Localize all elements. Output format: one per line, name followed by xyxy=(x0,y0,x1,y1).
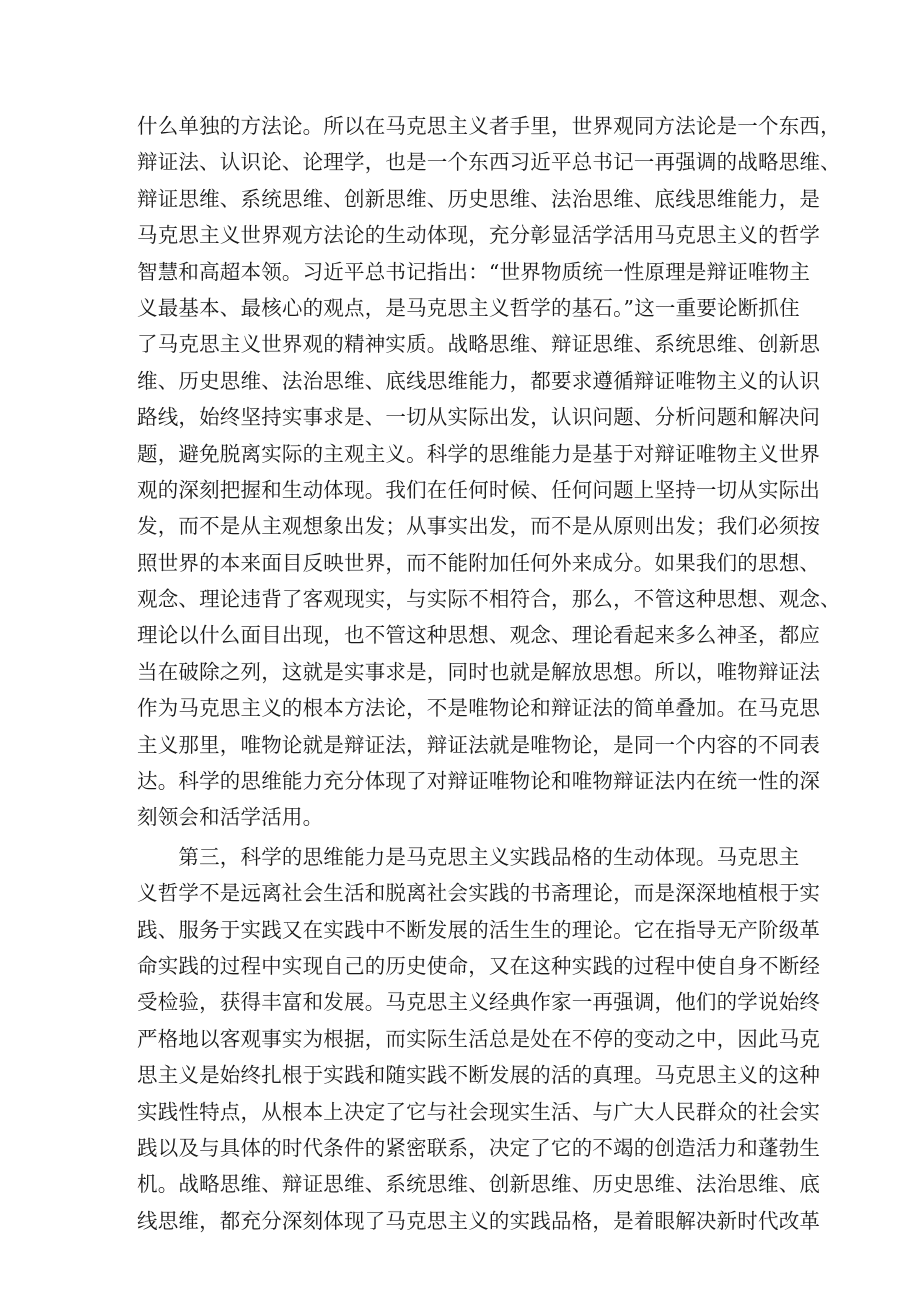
text-line: 命实践的过程中实现自己的历史使命，又在这种实践的过程中使自身不断经 xyxy=(137,953,821,978)
text-line: 第三，科学的思维能力是马克思主义实践品格的生动体现。马克思主 xyxy=(137,844,800,869)
text-line: 什么单独的方法论。所以在马克思主义者手里，世界观同方法论是一个东西， xyxy=(137,114,841,138)
text-line: 题，避免脱离实际的主观主义。科学的思维能力是基于对辩证唯物主义世界 xyxy=(137,441,821,466)
text-line: 达。科学的思维能力充分体现了对辩证唯物论和唯物辩证法内在统一性的深 xyxy=(137,769,821,794)
text-line: 主义那里，唯物论就是辩证法，辩证法就是唯物论，是同一个内容的不同表 xyxy=(137,732,821,757)
text-line: 路线，始终坚持实事求是、一切从实际出发，认识问题、分析问题和解决问 xyxy=(137,405,821,430)
paragraph-2 xyxy=(137,839,821,1239)
text-line: 辩证法、认识论、论理学，也是一个东西习近平总书记一再强调的战略思维、 xyxy=(137,150,841,175)
text-line: 维、历史思维、法治思维、底线思维能力，都要求遵循辩证唯物主义的认识 xyxy=(137,368,821,393)
text-line: 义哲学不是远离社会生活和脱离社会实践的书斋理论，而是深深地植根于实 xyxy=(137,881,821,906)
text-line: 受检验，获得丰富和发展。马克思主义经典作家一再强调，他们的学说始终 xyxy=(137,990,821,1015)
text-line: 照世界的本来面目反映世界，而不能附加任何外来成分。如果我们的思想、 xyxy=(137,550,821,575)
text-line: 智慧和高超本领。习近平总书记指出：“世界物质统一性原理是辩证唯物主 xyxy=(137,259,811,284)
text-line: 机。战略思维、辩证思维、系统思维、创新思维、历史思维、法治思维、底 xyxy=(137,1172,821,1197)
text-line: 实践性特点，从根本上决定了它与社会现实生活、与广大人民群众的社会实 xyxy=(137,1099,821,1124)
text-line: 辩证思维、系统思维、创新思维、历史思维、法治思维、底线思维能力，是 xyxy=(137,186,821,211)
text-line: 发，而不是从主观想象出发；从事实出发，而不是从原则出发；我们必须按 xyxy=(137,514,821,539)
text-line: 践以及与具体的时代条件的紧密联系，决定了它的不竭的创造活力和蓬勃生 xyxy=(137,1135,821,1160)
text-line: 线思维，都充分深刻体现了马克思主义的实践品格，是着眼解决新时代改革 xyxy=(137,1208,821,1233)
text-line: 当在破除之列，这就是实事求是，同时也就是解放思想。所以，唯物辩证法 xyxy=(137,659,821,684)
text-line: 思主义是始终扎根于实践和随实践不断发展的活的真理。马克思主义的这种 xyxy=(137,1063,821,1088)
text-line: 严格地以客观事实为根据，而实际生活总是处在不停的变动之中，因此马克 xyxy=(137,1026,821,1051)
document-body xyxy=(137,108,841,1239)
text-line: 刻领会和活学活用。 xyxy=(137,805,324,830)
text-line: 作为马克思主义的根本方法论，不是唯物论和辩证法的简单叠加。在马克思 xyxy=(137,696,821,721)
text-line: 了马克思主义世界观的精神实质。战略思维、辩证思维、系统思维、创新思 xyxy=(137,332,821,357)
paragraph-1 xyxy=(137,108,841,836)
text-line: 马克思主义世界观方法论的生动体现，充分彰显活学活用马克思主义的哲学 xyxy=(137,223,821,248)
text-line: 观的深刻把握和生动体现。我们在任何时候、任何问题上坚持一切从实际出 xyxy=(137,477,821,502)
text-line: 践、服务于实践又在实践中不断发展的活生生的理论。它在指导无产阶级革 xyxy=(137,917,821,942)
text-line: 理论以什么面目出现，也不管这种思想、观念、理论看起来多么神圣，都应 xyxy=(137,623,821,648)
text-line: 义最基本、最核心的观点，是马克思主义哲学的基石。”这一重要论断抓住 xyxy=(137,295,800,320)
text-line: 观念、理论违背了客观现实，与实际不相符合，那么，不管这种思想、观念、 xyxy=(137,587,841,612)
